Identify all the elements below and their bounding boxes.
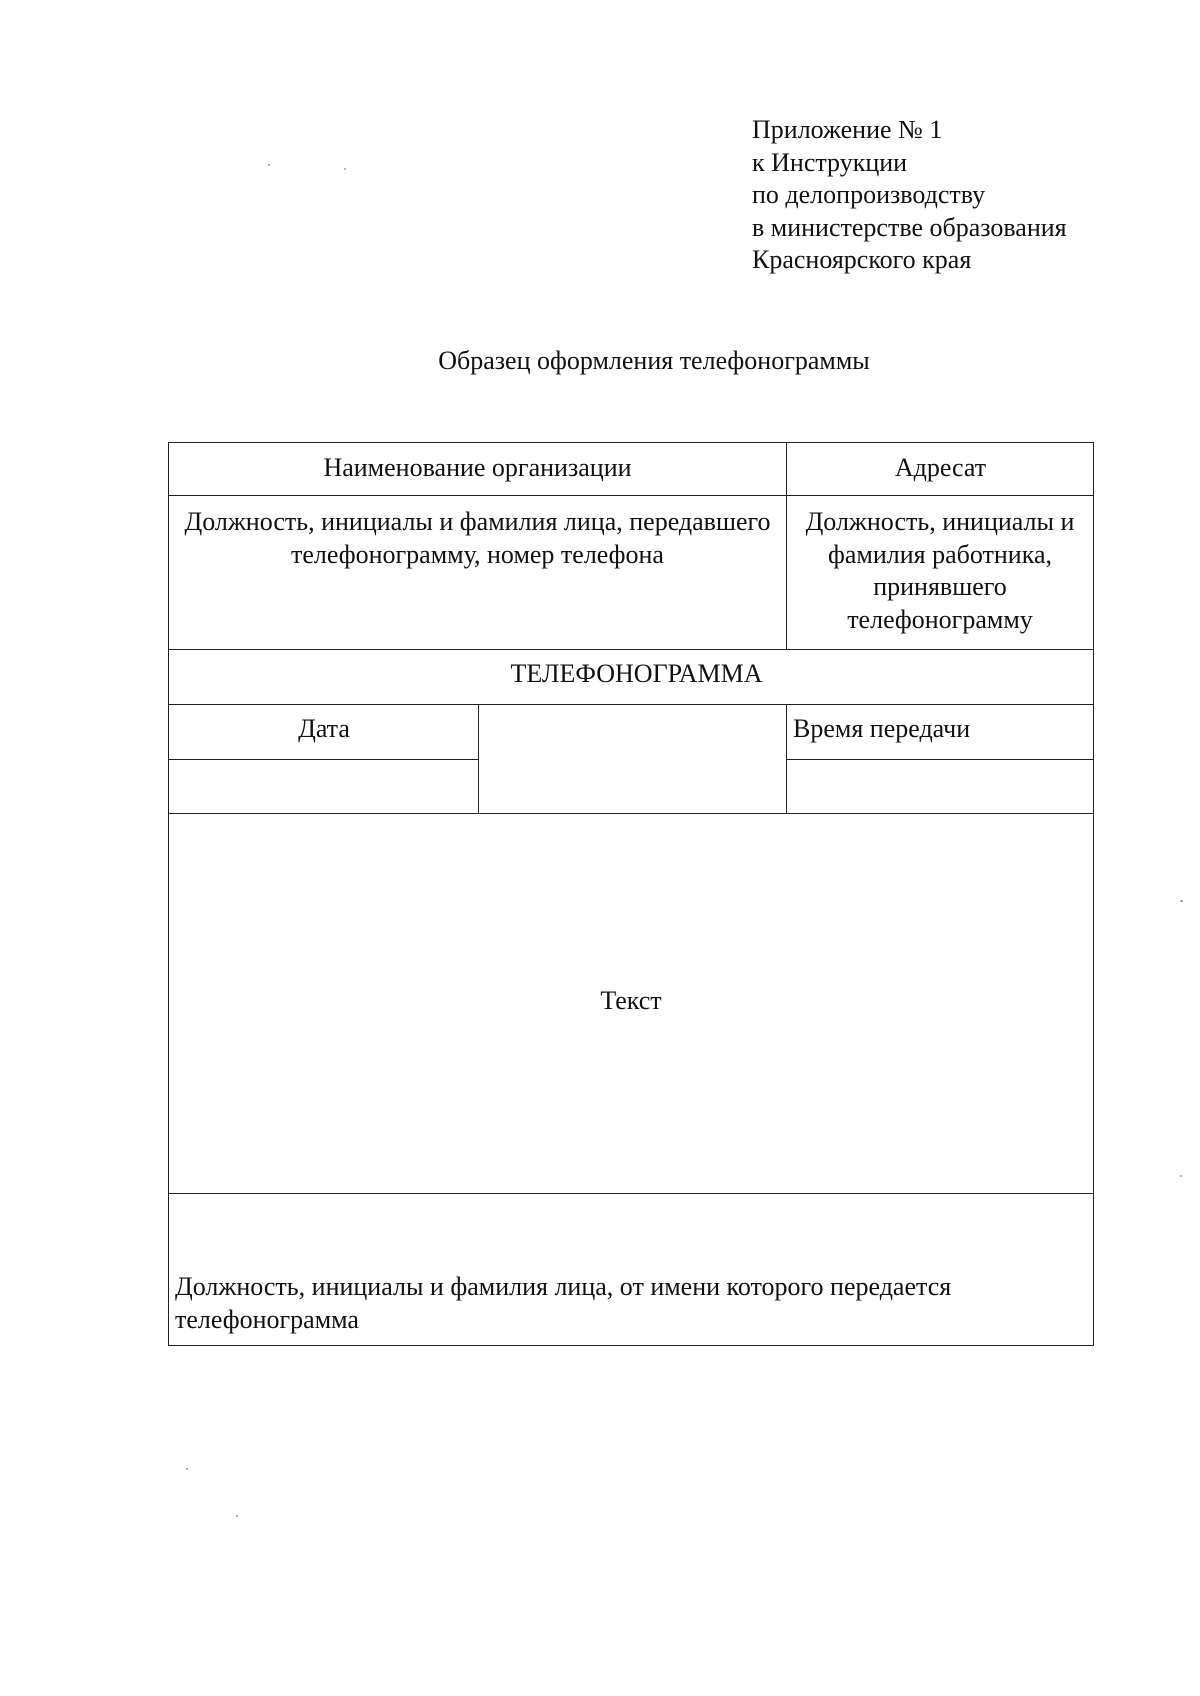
appendix-line: в министерстве образования (752, 212, 1067, 242)
appendix-line: к Инструкции (752, 147, 908, 177)
divider (169, 649, 1093, 650)
sender-cell: Должность, инициалы и фамилия лица, передавшего телефонограмму, номер телефона (184, 507, 771, 569)
divider (169, 759, 479, 760)
scan-speck (344, 168, 346, 170)
scan-speck (186, 1468, 188, 1470)
addressee-cell: Адресат (894, 453, 987, 482)
scan-speck (268, 164, 270, 166)
scan-speck (1180, 1175, 1182, 1177)
telephonogram-heading: ТЕЛЕФОНОГРАММА (510, 659, 763, 688)
signatory-cell: Должность, инициалы и фамилия лица, от имени которого передается телефонограмма (175, 1272, 952, 1334)
document-title: Образец оформления телефонограммы (438, 346, 870, 375)
date-label: Дата (298, 714, 350, 743)
transmission-time-label: Время передачи (793, 714, 971, 743)
telephonogram-form (168, 442, 1094, 1346)
appendix-line: Приложение № 1 (752, 115, 943, 144)
org-name-cell: Наименование организации (323, 453, 632, 482)
divider (169, 704, 1093, 705)
scan-speck (236, 1515, 238, 1517)
receiver-cell: Должность, инициалы и фамилия работника, принявшего телефонограмму (805, 507, 1075, 634)
scan-speck (1180, 900, 1183, 902)
divider (786, 704, 787, 813)
divider (169, 1193, 1093, 1194)
divider (786, 759, 1093, 760)
appendix-line: Красноярского края (752, 245, 972, 274)
appendix-note (752, 114, 1067, 277)
divider (786, 443, 787, 649)
appendix-line: по делопроизводству (752, 180, 986, 209)
body-text-cell: Текст (600, 986, 662, 1015)
divider (169, 495, 1093, 496)
divider (169, 813, 1093, 814)
